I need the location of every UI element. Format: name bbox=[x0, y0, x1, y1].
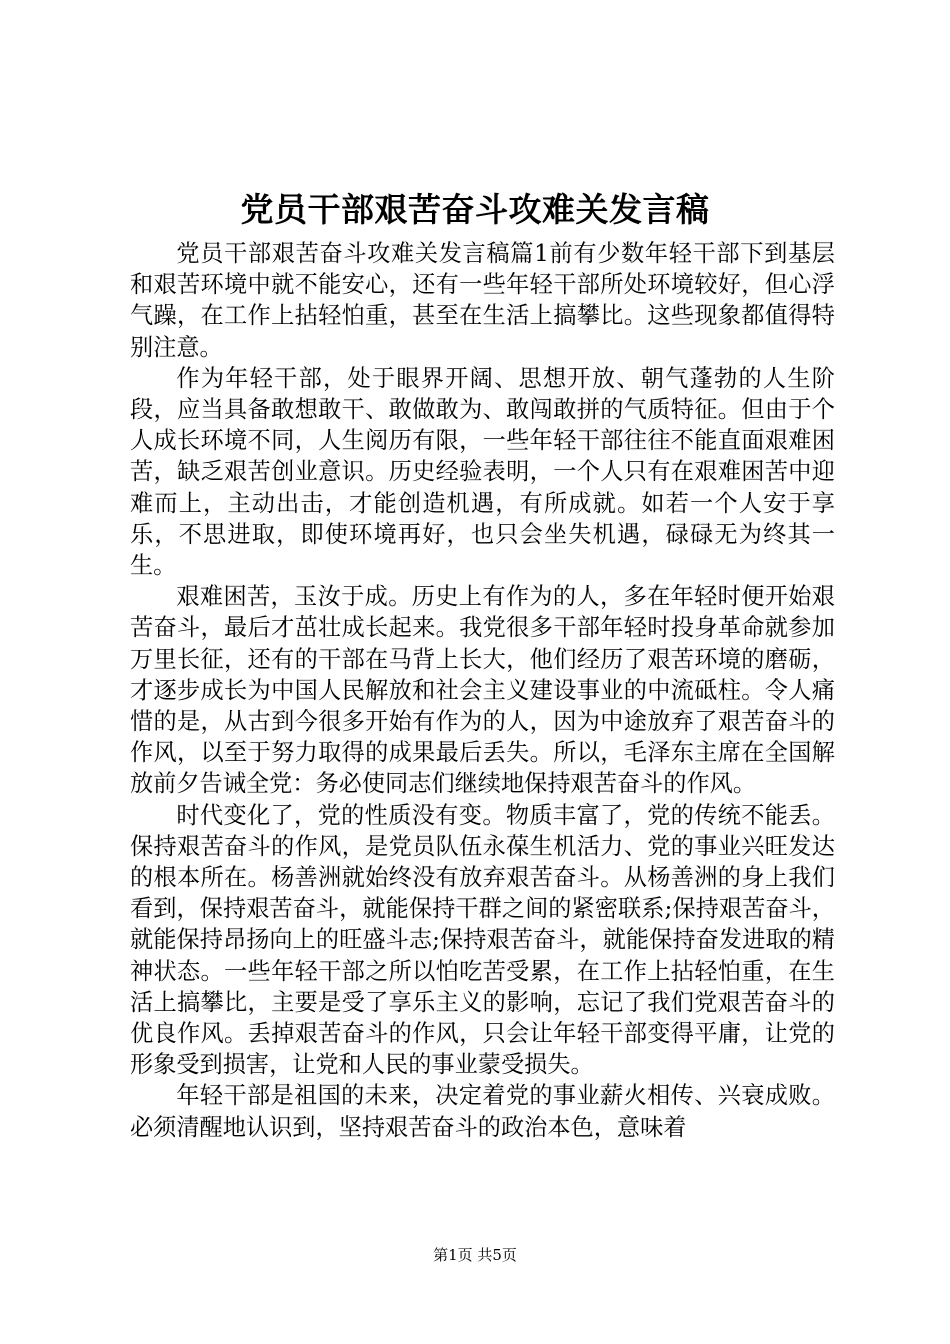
paragraph-1: 党员干部艰苦奋斗攻难关发言稿篇1前有少数年轻干部下到基层和艰苦环境中就不能安心，还有一些年轻干部所处环境较好，但心浮气躁，在工作上拈轻怕重，甚至在生活上搞攀比。这些现象都值得特别注意。 bbox=[130, 240, 835, 361]
paragraph-5: 年轻干部是祖国的未来，决定着党的事业薪火相传、兴衰成败。必须清醒地认识到，坚持艰苦奋斗的政治本色，意味着 bbox=[130, 1082, 835, 1141]
paragraph-4: 时代变化了，党的性质没有变。物质丰富了，党的传统不能丢。保持艰苦奋斗的作风，是党员队伍永葆生机活力、党的事业兴旺发达的根本所在。杨善洲就始终没有放弃艰苦奋斗。从杨善洲的身上我们看到，保持艰苦奋斗，就能保持干群之间的紧密联系;保持艰苦奋斗，就能保持昂扬向上的旺盛斗志;保持艰苦奋斗，就能保持奋发进取的精神状态。一些年轻干部之所以怕吃苦受累，在工作上拈轻怕重，在生活上搞攀比，主要是受了享乐主义的影响，忘记了我们党艰苦奋斗的优良作风。丢掉艰苦奋斗的作风，只会让年轻干部变得平庸，让党的形象受到损害，让党和人民的事业蒙受损失。 bbox=[130, 801, 835, 1079]
document-body bbox=[130, 238, 835, 1143]
paragraph-2: 作为年轻干部，处于眼界开阔、思想开放、朝气蓬勃的人生阶段，应当具备敢想敢干、敢做敢为、敢闯敢拼的气质特征。但由于个人成长环境不同，人生阅历有限，一些年轻干部往往不能直面艰难困苦，缺乏艰苦创业意识。历史经验表明，一个人只有在艰难困苦中迎难而上，主动出击，才能创造机遇，有所成就。如若一个人安于享乐，不思进取，即使环境再好，也只会坐失机遇，碌碌无为终其一生。 bbox=[130, 364, 835, 580]
paragraph-3: 艰难困苦，玉汝于成。历史上有作为的人，多在年轻时便开始艰苦奋斗，最后才茁壮成长起来。我党很多干部年轻时投身革命就参加万里长征，还有的干部在马背上长大，他们经历了艰苦环境的磨砺，才逐步成长为中国人民解放和社会主义建设事业的中流砥柱。令人痛惜的是，从古到今很多开始有作为的人，因为中途放弃了艰苦奋斗的作风，以至于努力取得的成果最后丢失。所以，毛泽东主席在全国解放前夕告诫全党：务必使同志们继续地保持艰苦奋斗的作风。 bbox=[130, 583, 835, 798]
page-footer: 第1页 共5页 bbox=[433, 1246, 517, 1264]
document-title: 党员干部艰苦奋斗攻难关发言稿 bbox=[240, 190, 710, 229]
